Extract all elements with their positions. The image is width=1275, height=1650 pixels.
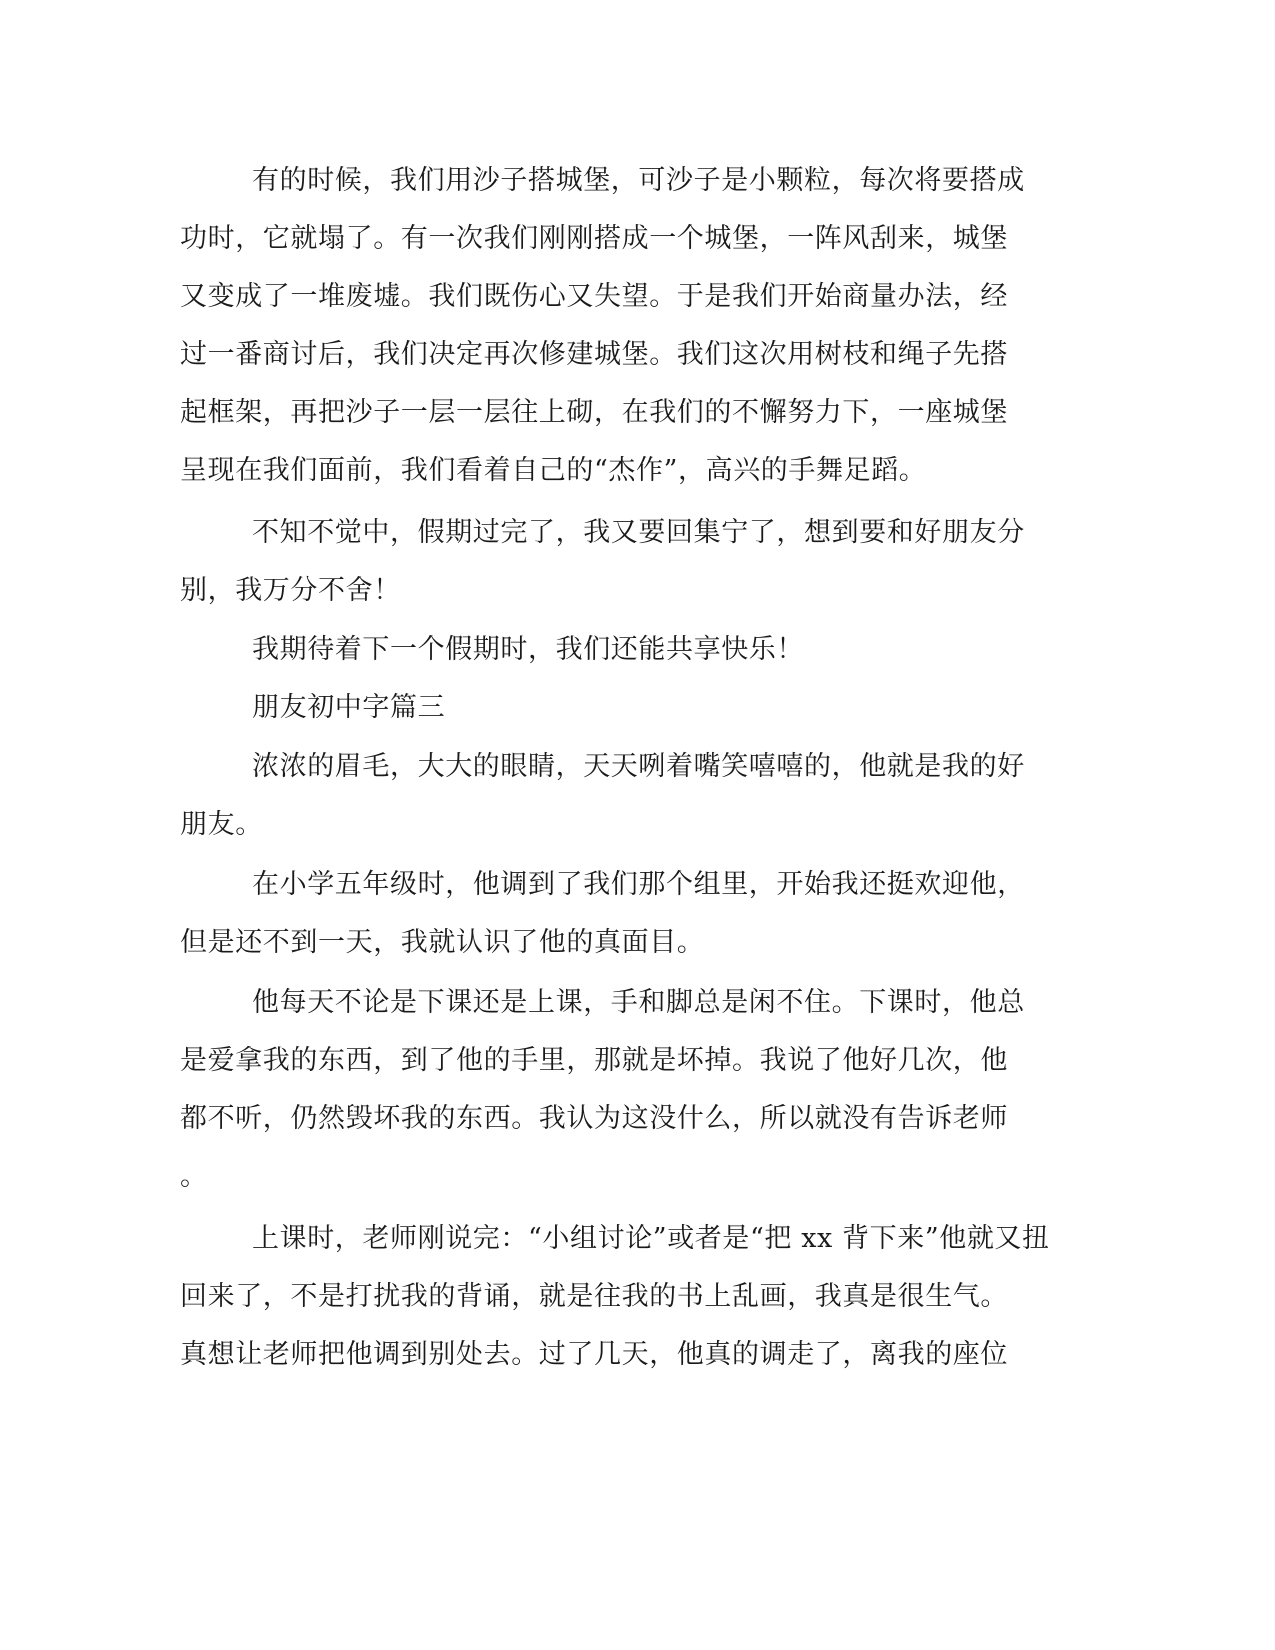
paragraph-line: 回来了，不是打扰我的背诵，就是往我的书上乱画，我真是很生气。 xyxy=(180,1281,1008,1312)
paragraph-line: 不知不觉中，假期过完了，我又要回集宁了，想到要和好朋友分 xyxy=(252,517,1025,548)
section-heading: 朋友初中字篇三 xyxy=(252,692,446,723)
paragraph-line: 。 xyxy=(180,1161,208,1192)
paragraph-line: 是爱拿我的东西，到了他的手里，那就是坏掉。我说了他好几次，他 xyxy=(180,1045,1008,1076)
paragraph-line: 但是还不到一天，我就认识了他的真面目。 xyxy=(180,927,705,958)
paragraph-line: 呈现在我们面前，我们看着自己的“杰作”，高兴的手舞足蹈。 xyxy=(180,455,927,486)
paragraph-line: 他每天不论是下课还是上课，手和脚总是闲不住。下课时，他总 xyxy=(252,987,1025,1018)
paragraph-line: 别，我万分不舍！ xyxy=(180,575,401,606)
paragraph-line: 有的时候，我们用沙子搭城堡，可沙子是小颗粒，每次将要搭成 xyxy=(252,165,1025,196)
paragraph-line: 上课时，老师刚说完：“小组讨论”或者是“把 xx 背下来”他就又扭 xyxy=(252,1223,1050,1254)
paragraph-line: 朋友。 xyxy=(180,809,263,840)
paragraph-line: 在小学五年级时，他调到了我们那个组里，开始我还挺欢迎他， xyxy=(252,869,1025,900)
paragraph-line: 又变成了一堆废墟。我们既伤心又失望。于是我们开始商量办法，经 xyxy=(180,281,1008,312)
paragraph-line: 功时，它就塌了。有一次我们刚刚搭成一个城堡，一阵风刮来，城堡 xyxy=(180,223,1008,254)
paragraph-line: 都不听，仍然毁坏我的东西。我认为这没什么，所以就没有告诉老师 xyxy=(180,1103,1008,1134)
paragraph-line: 浓浓的眉毛，大大的眼睛，天天咧着嘴笑嘻嘻的，他就是我的好 xyxy=(252,751,1025,782)
paragraph-line: 我期待着下一个假期时，我们还能共享快乐！ xyxy=(252,634,804,665)
paragraph-line: 过一番商讨后，我们决定再次修建城堡。我们这次用树枝和绳子先搭 xyxy=(180,339,1008,370)
paragraph-line: 真想让老师把他调到别处去。过了几天，他真的调走了，离我的座位 xyxy=(180,1339,1008,1370)
paragraph-line: 起框架，再把沙子一层一层往上砌，在我们的不懈努力下，一座城堡 xyxy=(180,397,1008,428)
